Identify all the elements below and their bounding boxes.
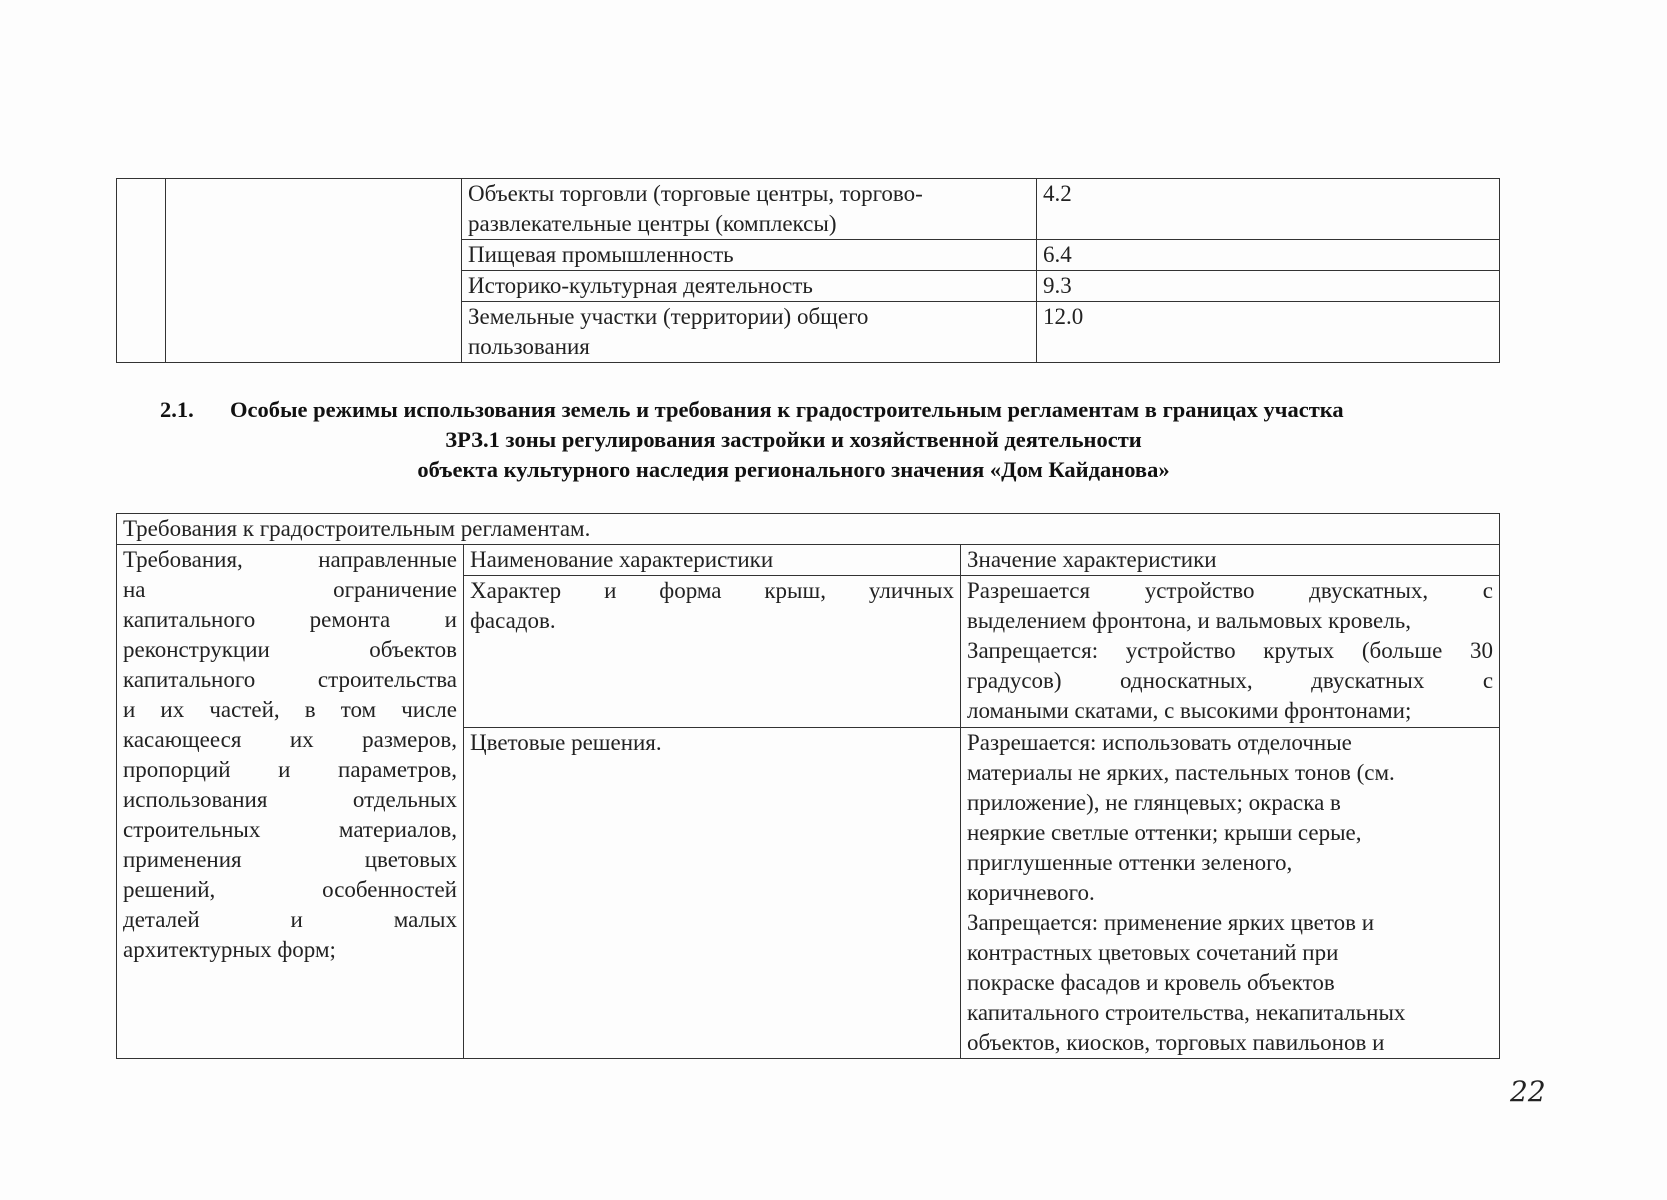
table-row (117, 179, 1500, 240)
section-title-line-1: Особые режимы использования земель и требования к градостроительным регламентам в границах участка (230, 397, 1344, 422)
text-line: Запрещается: применение ярких цветов и (967, 910, 1375, 935)
land-use-name: Историко-культурная деятельность (462, 271, 1037, 302)
characteristic-value (961, 728, 1500, 1059)
land-use-name (462, 179, 1037, 240)
text-line: Объекты торговли (торговые центры, торгово- (468, 181, 923, 206)
land-use-name: Пищевая промышленность (462, 240, 1037, 271)
requirements-table (116, 513, 1500, 1059)
characteristic-value (961, 576, 1500, 728)
text-line: решений, особенностей (123, 877, 457, 902)
text-line: Земельные участки (территории) общего (468, 304, 869, 329)
text-line: архитектурных форм; (123, 937, 336, 962)
land-use-code: 12.0 (1037, 302, 1500, 363)
text-line: капитального ремонта и (123, 607, 457, 632)
text-line: пользования (468, 334, 590, 359)
text-line: контрастных цветовых сочетаний при (967, 940, 1339, 965)
text-line: и их частей, в том числе (123, 697, 457, 722)
text-line: Цветовые решения. (470, 730, 662, 755)
text-line: применения цветовых (123, 847, 457, 872)
empty-cell (166, 179, 462, 363)
land-use-table (116, 178, 1500, 363)
section-number: 2.1. (160, 397, 194, 422)
text-line: пропорций и параметров, (123, 757, 457, 782)
text-line: строительных материалов, (123, 817, 457, 842)
text-line: капитального строительства, некапитальных (967, 1000, 1406, 1025)
section-title-line-3: объекта культурного наследия регионального значения «Дом Кайданова» (417, 457, 1170, 482)
header-name: Наименование характеристики (464, 545, 961, 576)
text-line: Разрешается: использовать отделочные (967, 730, 1352, 755)
land-use-code: 6.4 (1037, 240, 1500, 271)
text-line: объектов, киосков, торговых павильонов и (967, 1030, 1385, 1055)
text-line: Разрешается устройство двускатных, с (967, 578, 1494, 603)
text-line: выделением фронтона, и вальмовых кровель, (967, 608, 1411, 633)
text-line: фасадов. (470, 608, 556, 633)
characteristic-name (464, 576, 961, 728)
text-line: на ограничение (123, 577, 457, 602)
section-title-line-2: ЗРЗ.1 зоны регулирования застройки и хозяйственной деятельности (445, 427, 1142, 452)
text-line: Характер и форма крыш, уличных (470, 578, 954, 603)
section-heading (116, 395, 1556, 485)
text-line: приложение), не глянцевых; окраска в (967, 790, 1341, 815)
text-line: ломаными скатами, с высокими фронтонами; (967, 698, 1412, 723)
text-line: касающееся их размеров, (123, 727, 457, 752)
text-line: материалы не ярких, пастельных тонов (см. (967, 760, 1395, 785)
table-header-row (117, 545, 1500, 576)
text-line: Запрещается: устройство крутых (больше 30 (967, 638, 1494, 663)
table-caption-row (117, 514, 1500, 545)
text-line: развлекательные центры (комплексы) (468, 211, 837, 236)
page-number: 22 (1510, 1075, 1546, 1108)
text-line: реконструкции объектов (123, 637, 457, 662)
empty-cell (117, 179, 166, 363)
land-use-name (462, 302, 1037, 363)
text-line: использования отдельных (123, 787, 457, 812)
land-use-code: 4.2 (1037, 179, 1500, 240)
text-line: градусов) односкатных, двускатных с (967, 668, 1494, 693)
text-line: неяркие светлые оттенки; крыши серые, (967, 820, 1362, 845)
land-use-code: 9.3 (1037, 271, 1500, 302)
text-line: покраске фасадов и кровель объектов (967, 970, 1335, 995)
text-line: приглушенные оттенки зеленого, (967, 850, 1293, 875)
text-line: коричневого. (967, 880, 1095, 905)
text-line: деталей и малых (123, 907, 457, 932)
requirements-description (117, 545, 464, 1059)
text-line: капитального строительства (123, 667, 457, 692)
table-caption: Требования к градостроительным регламентам. (117, 514, 1500, 545)
header-value: Значение характеристики (961, 545, 1500, 576)
text-line: Требования, направленные (123, 547, 457, 572)
characteristic-name (464, 728, 961, 1059)
